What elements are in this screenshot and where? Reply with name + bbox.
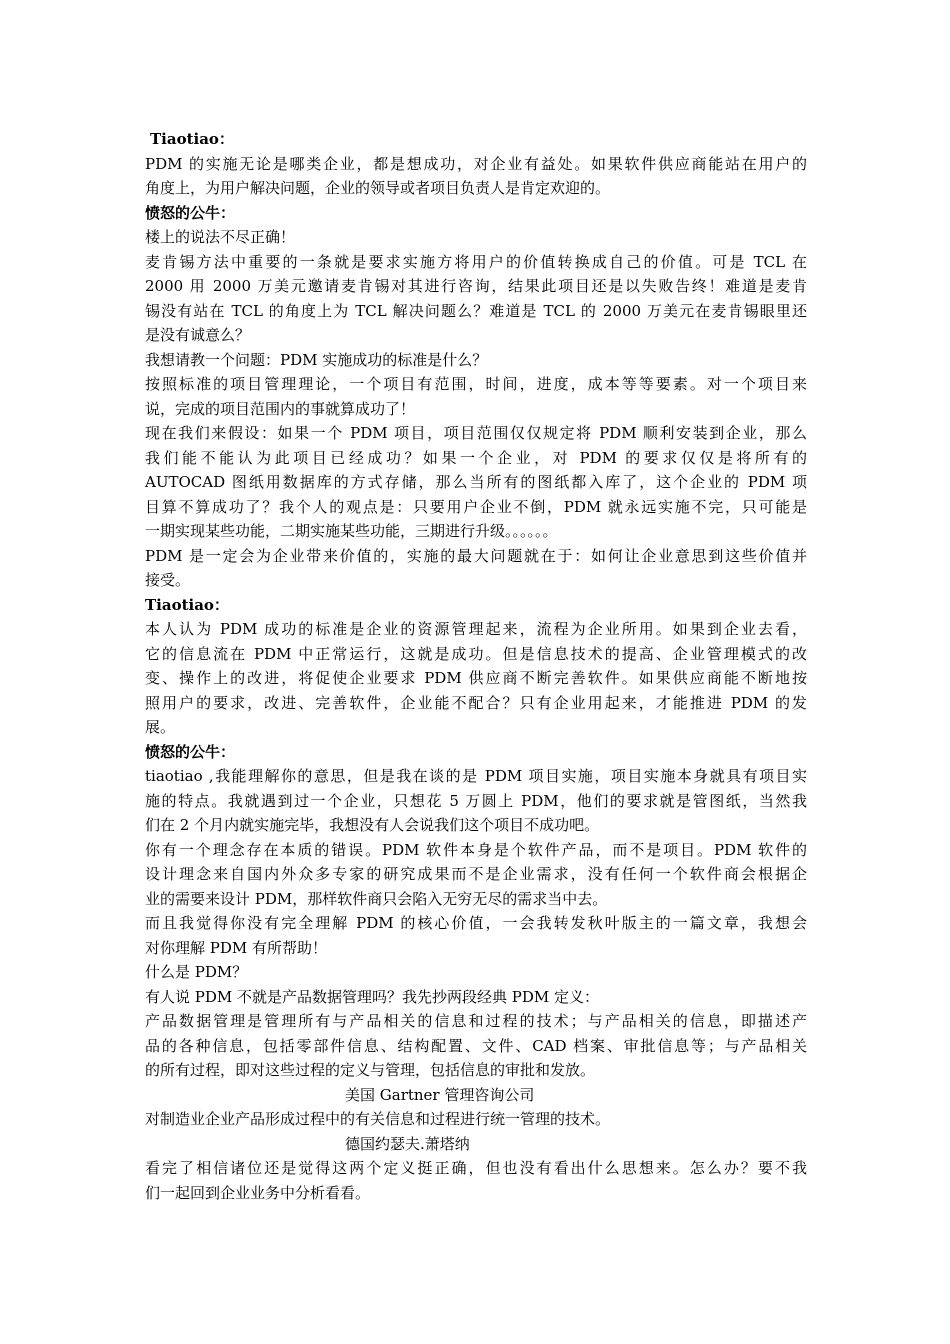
text-line: 照用户的要求，改进、完善软件，企业能不配合？只有企业用起来，才能推进 PDM 的发 — [145, 693, 807, 712]
text-line: 按照标准的项目管理理论，一个项目有范围，时间，进度，成本等等要素。对一个项目来 — [145, 375, 807, 393]
speaker-name: 愤怒的公牛： — [145, 742, 236, 761]
text-line: tiaotiao ,我能理解你的意思，但是我在谈的是 PDM 项目实施，项目实施本身就具有项目实 — [145, 767, 807, 785]
text-line: 变、操作上的改进，将促使企业要求 PDM 供应商不断完善软件。如果供应商能不断地按 — [145, 669, 807, 687]
text-line: 对制造业企业产品形成过程中的有关信息和过程进行统一管理的技术。 — [145, 1110, 611, 1128]
text-line: 楼上的说法不尽正确！ — [145, 228, 296, 246]
text-line: 业的需要来设计 PDM，那样软件商只会陷入无穷无尽的需求当中去。 — [145, 889, 608, 908]
text-line: 现在我们来假设：如果一个 PDM 项目，项目范围仅仅规定将 PDM 顺利安装到企业，那么 — [145, 424, 807, 442]
text-line: 对你理解 PDM 有所帮助！ — [145, 938, 328, 957]
text-line: 本人认为 PDM 成功的标准是企业的资源管理起来，流程为企业所用。如果到企业去看， — [145, 620, 807, 638]
text-line: 锡没有站在 TCL 的角度上为 TCL 解决问题么？难道是 TCL 的 2000 万美元在麦肯锡眼里还 — [145, 301, 807, 320]
text-line: PDM 的实施无论是哪类企业，都是想成功，对企业有益处。如果软件供应商能站在用户的 — [145, 154, 807, 173]
text-line: 设计理念来自国内外众多专家的研究成果而不是企业需求，没有任何一个软件商会根据企 — [145, 865, 807, 883]
text-line: 是没有诚意么？ — [145, 326, 251, 344]
text-line: 品的各种信息，包括零部件信息、结构配置、文件、CAD 档案、审批信息等；与产品相关 — [145, 1036, 807, 1055]
text-line: 们在 2 个月内就实施完毕，我想没有人会说我们这个项目不成功吧。 — [145, 816, 600, 834]
text-line: 接受。 — [145, 571, 191, 589]
document-page — [145, 127, 807, 1205]
text-line: 目算不算成功了？我个人的观点是：只要用户企业不倒，PDM 就永远实施不完，只可能是 — [145, 497, 807, 516]
text-line: 说，完成的项目范围内的事就算成功了！ — [145, 399, 416, 418]
text-line: 我们能不能认为此项目已经成功？如果一个企业，对 PDM 的要求仅仅是将所有的 — [145, 448, 807, 467]
text-line: 展。 — [145, 718, 176, 736]
text-line: 们一起回到企业业务中分析看看。 — [145, 1183, 371, 1202]
text-line: 你有一个理念存在本质的错误。PDM 软件本身是个软件产品，而不是项目。PDM 软件的 — [145, 840, 807, 859]
quote-source: 美国 Gartner 管理咨询公司 — [345, 1085, 535, 1104]
speaker-name: 愤怒的公牛： — [145, 203, 236, 222]
text-line: 产品数据管理是管理所有与产品相关的信息和过程的技术；与产品相关的信息，即描述产 — [145, 1012, 807, 1030]
text-line: 麦肯锡方法中重要的一条就是要求实施方将用户的价值转换成自己的价值。可是 TCL 在 — [145, 252, 807, 271]
text-line: 什么是 PDM？ — [145, 963, 248, 981]
text-line: 施的特点。我就遇到过一个企业，只想花 5 万圆上 PDM，他们的要求就是管图纸，当然我 — [145, 791, 807, 810]
speaker-name: Tiaotiao： — [145, 595, 229, 614]
text-line: 我想请教一个问题：PDM 实施成功的标准是什么？ — [145, 350, 488, 369]
quote-source: 德国约瑟夫.萧塔纳 — [345, 1134, 470, 1153]
speaker-name: Tiaotiao： — [150, 130, 234, 148]
text-line: 2000 用 2000 万美元邀请麦肯锡对其进行咨询，结果此项目还是以失败告终！难道是麦肯 — [145, 277, 807, 295]
text-line: 看完了相信诸位还是觉得这两个定义挺正确，但也没有看出什么思想来。怎么办？要不我 — [145, 1159, 807, 1177]
text-line: 角度上，为用户解决问题，企业的领导或者项目负责人是肯定欢迎的。 — [145, 179, 611, 197]
text-line: 的所有过程，即对这些过程的定义与管理，包括信息的审批和发放。 — [145, 1061, 596, 1079]
text-line: 它的信息流在 PDM 中正常运行，这就是成功。但是信息技术的提高、企业管理模式的改 — [145, 644, 807, 663]
text-line: 一期实现某些功能，二期实施某些功能，三期进行升级。。。。。。 — [145, 522, 558, 540]
text-line: 而且我觉得你没有完全理解 PDM 的核心价值，一会我转发秋叶版主的一篇文章，我想会 — [145, 914, 807, 932]
text-line: AUTOCAD 图纸用数据库的方式存储，那么当所有的图纸都入库了，这个企业的 PDM 项 — [145, 473, 807, 491]
text-line: 有人说 PDM 不就是产品数据管理吗？我先抄两段经典 PDM 定义： — [145, 987, 600, 1006]
text-line: PDM 是一定会为企业带来价值的，实施的最大问题就在于：如何让企业意思到这些价值并 — [145, 546, 807, 565]
